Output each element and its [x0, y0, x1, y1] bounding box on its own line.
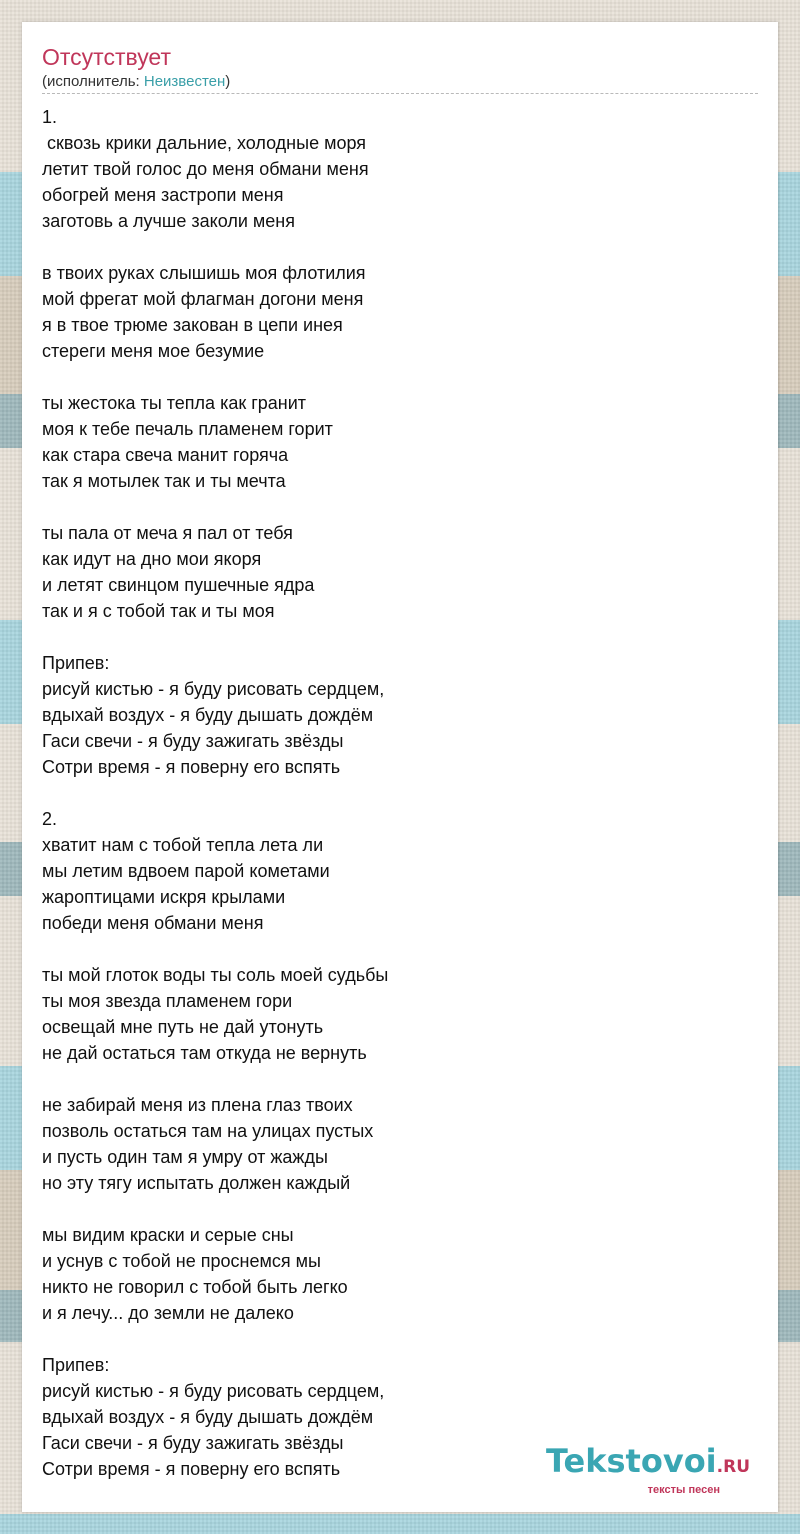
lyric-line: ты пала от меча я пал от тебя	[42, 523, 293, 543]
artist-prefix: (исполнитель:	[42, 73, 144, 90]
lyric-line: обогрей меня застропи меня	[42, 185, 284, 205]
lyric-line: летит твой голос до меня обмани меня	[42, 159, 369, 179]
lyric-line: не дай остаться там откуда не вернуть	[42, 1043, 367, 1063]
lyric-line: стереги меня мое безумие	[42, 341, 265, 361]
lyric-line: Припев:	[42, 1355, 110, 1375]
lyric-line: Припев:	[42, 653, 110, 673]
lyric-line: моя к тебе печаль пламенем горит	[42, 419, 333, 439]
lyric-line: позволь остаться там на улицах пустых	[42, 1121, 374, 1141]
lyric-line: и я лечу... до земли не далеко	[42, 1303, 294, 1323]
lyric-line: в твоих руках слышишь моя флотилия	[42, 263, 366, 283]
lyric-line: Гаси свечи - я буду зажигать звёзды	[42, 731, 344, 751]
lyric-line: ты мой глоток воды ты соль моей судьбы	[42, 965, 389, 985]
lyric-line: 2.	[42, 809, 58, 829]
logo-wordmark	[546, 1444, 750, 1484]
lyric-blank-line	[42, 780, 758, 806]
lyric-line: как стара свеча манит горяча	[42, 445, 289, 465]
lyric-line: не забирай меня из плена глаз твоих	[42, 1095, 353, 1115]
title-separator	[42, 93, 758, 94]
lyric-line: ты жестока ты тепла как гранит	[42, 393, 307, 413]
lyric-line: но эту тягу испытать должен каждый	[42, 1173, 351, 1193]
lyric-blank-line	[42, 1196, 758, 1222]
logo-tld: .RU	[716, 1457, 750, 1477]
site-logo	[546, 1444, 750, 1496]
lyric-line: мы видим краски и серые сны	[42, 1225, 294, 1245]
artist-suffix: )	[225, 73, 231, 90]
logo-name: Tekstovoi	[545, 1442, 717, 1480]
lyric-line: Сотри время - я поверну его вспять	[42, 1459, 341, 1479]
lyrics-text	[42, 104, 758, 1482]
lyrics-card	[22, 22, 778, 1512]
lyric-line: сквозь крики дальние, холодные моря	[42, 133, 367, 153]
lyric-line: Гаси свечи - я буду зажигать звёзды	[42, 1433, 344, 1453]
lyric-line: так я мотылек так и ты мечта	[42, 471, 286, 491]
lyric-line: и уснув с тобой не проснемся мы	[42, 1251, 321, 1271]
lyric-line: жароптицами искря крылами	[42, 887, 286, 907]
lyric-line: рисуй кистью - я буду рисовать сердцем,	[42, 679, 385, 699]
artist-link[interactable]: Неизвестен	[143, 73, 226, 90]
lyric-line: заготовь а лучше заколи меня	[42, 211, 295, 231]
lyric-line: хватит нам с тобой тепла лета ли	[42, 835, 324, 855]
lyric-line: и летят свинцом пушечные ядра	[42, 575, 315, 595]
logo-tagline: тексты песен	[647, 1484, 720, 1496]
lyric-blank-line	[42, 494, 758, 520]
lyric-line: так и я с тобой так и ты моя	[42, 601, 275, 621]
lyric-line: как идут на дно мои якоря	[42, 549, 262, 569]
lyric-line: мы летим вдвоем парой кометами	[42, 861, 330, 881]
lyric-line: вдыхай воздух - я буду дышать дождём	[42, 705, 374, 725]
lyric-line: вдыхай воздух - я буду дышать дождём	[42, 1407, 374, 1427]
lyric-line: Сотри время - я поверну его вспять	[42, 757, 341, 777]
lyric-line: и пусть один там я умру от жажды	[42, 1147, 328, 1167]
lyric-line: ты моя звезда пламенем гори	[42, 991, 293, 1011]
song-title: Отсутствует	[42, 44, 171, 70]
lyric-line: никто не говорил с тобой быть легко	[42, 1277, 348, 1297]
lyric-line: рисуй кистью - я буду рисовать сердцем,	[42, 1381, 385, 1401]
artist-line	[42, 72, 230, 92]
lyric-blank-line	[42, 936, 758, 962]
lyric-blank-line	[42, 234, 758, 260]
lyric-line: победи меня обмани меня	[42, 913, 264, 933]
lyric-line: 1.	[42, 107, 58, 127]
lyric-line: освещай мне путь не дай утонуть	[42, 1017, 324, 1037]
lyric-blank-line	[42, 624, 758, 650]
lyric-blank-line	[42, 364, 758, 390]
lyric-line: я в твое трюме закован в цепи инея	[42, 315, 343, 335]
lyric-blank-line	[42, 1326, 758, 1352]
lyric-line: мой фрегат мой флагман догони меня	[42, 289, 364, 309]
lyric-blank-line	[42, 1066, 758, 1092]
